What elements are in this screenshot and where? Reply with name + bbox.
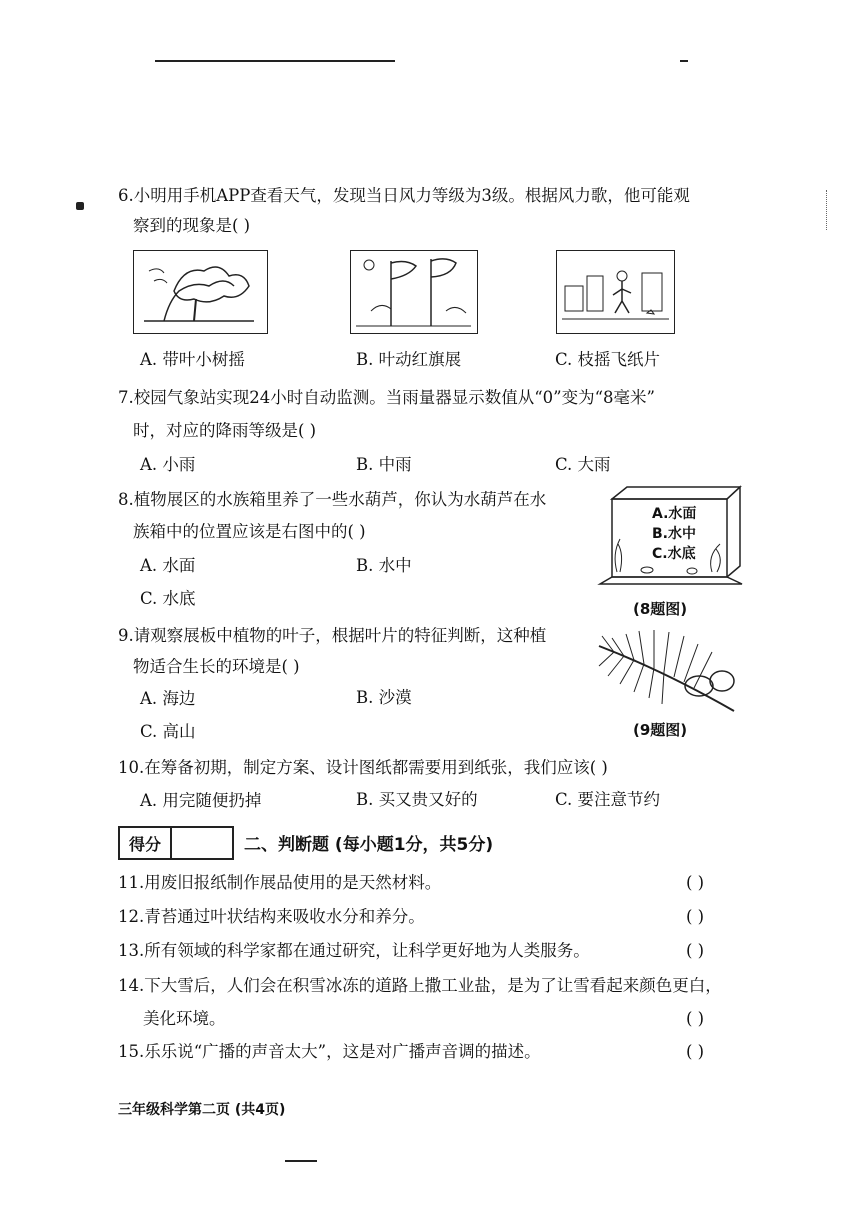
judgment-14-line2: 美化环境。 (143, 1009, 226, 1028)
q6-image-c (556, 250, 675, 334)
question-9-line2: 物适合生长的环境是( ) (133, 657, 300, 676)
judgment-13: 13.所有领域的科学家都在通过研究，让科学更好地为人类服务。 (118, 941, 590, 960)
question-10-line1: 10.在筹备初期，制定方案、设计图纸都需要用到纸张，我们应该( ) (118, 758, 608, 777)
q9-option-c: C. 高山 (140, 722, 196, 741)
question-8-line1: 8.植物展区的水族箱里养了一些水葫芦，你认为水葫芦在水 (118, 490, 547, 509)
judgment-15: 15.乐乐说“广播的声音太大”，这是对广播声音调的描述。 (118, 1042, 541, 1061)
judgment-12-paren: ( ) (686, 907, 705, 926)
q7-option-a: A. 小雨 (140, 455, 196, 474)
q8-option-c: C. 水底 (140, 589, 196, 608)
left-margin-mark (76, 202, 84, 210)
q10-option-a: A. 用完随便扔掉 (140, 791, 262, 810)
scan-mark-bottom (285, 1160, 317, 1162)
judgment-14-paren: ( ) (686, 1009, 705, 1028)
judgment-13-paren: ( ) (686, 941, 705, 960)
score-label: 得分 (120, 828, 172, 858)
question-6-line1: 6.小明用手机APP查看天气，发现当日风力等级为3级。根据风力歌，他可能观 (118, 186, 690, 205)
judgment-15-paren: ( ) (686, 1042, 705, 1061)
question-7-line1: 7.校园气象站实现24小时自动监测。当雨量器显示数值从“0”变为“8毫米” (118, 388, 655, 407)
q8-option-b: B. 水中 (356, 556, 412, 575)
q6-option-a: A. 带叶小树摇 (140, 350, 245, 369)
q6-image-a (133, 250, 268, 334)
q6-option-c: C. 枝摇飞纸片 (555, 350, 661, 369)
judgment-11: 11.用废旧报纸制作展品使用的是天然材料。 (118, 873, 442, 892)
score-box (118, 826, 234, 860)
question-7-line2: 时，对应的降雨等级是( ) (133, 421, 317, 440)
q8-option-a: A. 水面 (140, 556, 196, 575)
judgment-14-line1: 14.下大雪后，人们会在积雪冰冻的道路上撒工业盐，是为了让雪看起来颜色更白， (118, 976, 722, 995)
q8-figure-caption: (8题图) (633, 600, 688, 618)
question-8-line2: 族箱中的位置应该是右图中的( ) (133, 522, 366, 541)
q10-option-b: B. 买又贵又好的 (356, 790, 478, 809)
q8-figure-label-c: C.水底 (652, 546, 696, 562)
page-footer: 三年级科学第二页 (共4页) (118, 1102, 286, 1118)
right-margin-dots (826, 190, 828, 230)
judgment-11-paren: ( ) (686, 873, 705, 892)
q7-option-c: C. 大雨 (555, 455, 611, 474)
scan-mark-top-right (680, 60, 688, 62)
judgment-12: 12.青苔通过叶状结构来吸收水分和养分。 (118, 907, 425, 926)
q8-figure-label-a: A.水面 (652, 506, 697, 522)
scan-mark-top (155, 60, 395, 62)
q6-option-b: B. 叶动红旗展 (356, 350, 462, 369)
section-2-title: 二、判断题 (每小题1分，共5分) (244, 835, 494, 855)
q6-image-b (350, 250, 478, 334)
q9-pine-branch-figure (594, 626, 744, 718)
score-blank (172, 828, 232, 858)
question-6-line2: 察到的现象是( ) (133, 216, 251, 235)
question-9-line1: 9.请观察展板中植物的叶子，根据叶片的特征判断，这种植 (118, 626, 547, 645)
q7-option-b: B. 中雨 (356, 455, 412, 474)
q9-figure-caption: (9题图) (633, 721, 688, 739)
q9-option-a: A. 海边 (140, 689, 196, 708)
q8-figure-label-b: B.水中 (652, 526, 696, 542)
q9-option-b: B. 沙漠 (356, 688, 412, 707)
q10-option-c: C. 要注意节约 (555, 790, 661, 809)
